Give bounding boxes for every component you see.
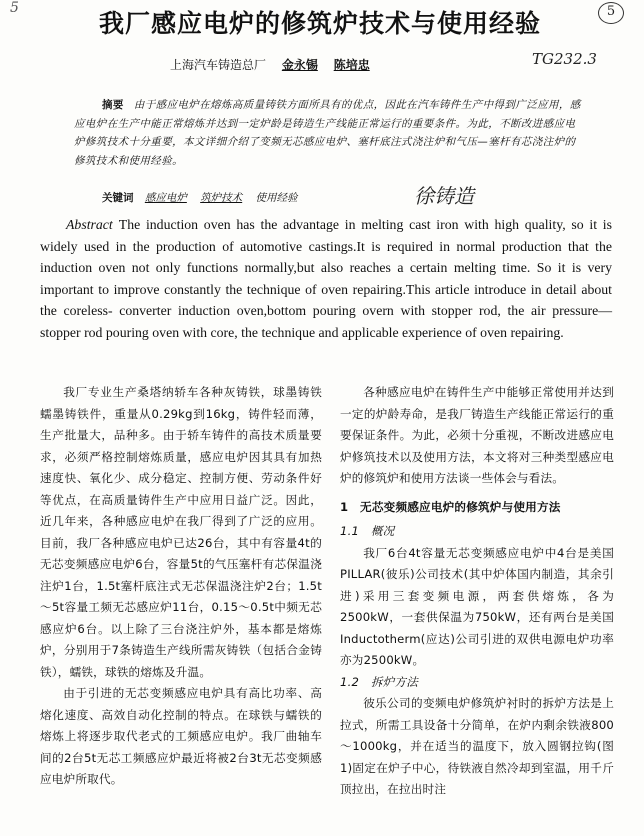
handwritten-signature: 徐铸造	[414, 184, 474, 208]
body-right-column	[340, 382, 614, 801]
author-1: 金永锡	[281, 58, 318, 72]
abstract-en-text: The induction oven has the advantage in melting cast iron with high quality, so it is widely used in the production of automotive castings.It is required in normal production that the induction oven not only functions normally,but also reaches a certain melting time. So it is very important to improve constantly the technique of oven repairing.This article introduce in detail about the coreless- converter induction oven,bottom pouring overn with stopper rod, the air pressure—stopper rod pouring oven with core, the technique and applicable experience of oven repairing.	[40, 217, 612, 340]
right-paragraph-1: 各种感应电炉在铸件生产中能够正常使用并达到一定的炉龄寿命，是我厂铸造生产线能正常运行的重要保证条件。为此，必须十分重视，不断改进感应电炉修筑技术以及使用方法，本文将对三种类型感应电炉的修筑炉和使用方法谈一些体会与看法。	[340, 385, 614, 485]
keywords	[102, 190, 308, 205]
keyword-2: 筑炉技术	[200, 192, 243, 204]
author-2: 陈培忠	[333, 58, 370, 72]
right-paragraph-3: 彼乐公司的变频电炉修筑炉衬时的拆炉方法是上拉式，所需工具设备十分简单，在炉内剩余铁液800～1000kg，并在适当的温度下，放入圆钢拉钩(图1)固定在炉子中心，待铁液自然冷却到室温，用千斤顶拉出，在拉出时注	[340, 696, 614, 796]
abstract-cn-label: 摘要	[102, 99, 124, 111]
english-abstract	[40, 214, 612, 343]
abstract-cn-text: 由于感应电炉在熔炼高质量铸铁方面所具有的优点，因此在汽车铸件生产中得到广泛应用，感应电炉在生产中能正常熔炼并达到一定炉龄是铸造生产线能正常运行的重要条件。为此，不断改进感应电炉修筑技术十分重要，本文详细介绍了变频无芯感应电炉、塞杆底注式浇注炉和气压—塞杆有芯浇注炉的修筑技术和使用经验。	[74, 99, 581, 167]
subsection-heading-1-2: 1.2 拆炉方法	[340, 674, 419, 689]
body-left-column	[40, 382, 322, 791]
abstract-en-label: Abstract	[66, 217, 113, 232]
right-paragraph-2: 我厂6台4t容量无芯变频感应电炉中4台是美国PILLAR(彼乐)公司技术(其中炉体国内制造，其余引进)采用三套变频电源，两套供熔炼，各为2500kW，一套供保温为750kW，还有两台是美国Inductotherm(应达)公司引进的双供电源电炉功率亦为2500kW。	[340, 545, 614, 667]
paper-title: 我厂感应电炉的修筑炉技术与使用经验	[98, 9, 541, 38]
chinese-abstract	[74, 96, 584, 170]
handwritten-class-code: TG232.3	[532, 50, 597, 68]
author-line	[170, 56, 470, 73]
corner-handwritten-mark: 5	[10, 0, 19, 16]
subsection-heading-1-1: 1.1 概况	[340, 524, 395, 538]
keyword-1: 感应电炉	[144, 192, 187, 204]
keywords-label: 关键词	[102, 192, 134, 204]
keyword-3: 使用经验	[255, 192, 298, 204]
left-paragraph-2: 由于引进的无芯变频感应电炉具有高比功率、高熔化速度、高效自动化控制的特点。在球铁与蠕铁的熔炼上将逐步取代老式的工频感应电炉。我厂曲轴车间的2台5t无芯工频感应炉最近将被2台3t无芯变频感应电炉所取代。	[40, 686, 322, 786]
page-number-circle: 5	[598, 2, 624, 24]
left-paragraph-1: 我厂专业生产桑塔纳轿车各种灰铸铁，球墨铸铁蠕墨铸铁件，重量从0.29kg到16kg，铸件轻而薄，生产批量大，品种多。由于轿车铸件的高技术质量要求，必须严格控制熔炼质量，感应电炉因其具有加热速度快、氧化少、成分稳定、控制方便、劳动条件好等优点，在高质量铸件生产中应用日益广泛。因此，近几年来，各种感应电炉在我厂得到了广泛的应用。目前，我厂各种感应电炉已达26台，其中有容量4t的无芯变频感应电炉6台，容量5t的气压塞杆有芯保温浇注炉1台，1.5t塞杆底注式无芯保温浇注炉2台；1.5t～5t容量工频无芯感应炉11台，0.15～0.5t中频无芯感应炉6台。以上除了三台浇注炉外，基本都是熔炼炉，分别用于7条铸造生产线所需灰铸铁（包括合金铸铁），蠕铁，球铁的熔炼及升温。	[40, 385, 322, 679]
affiliation: 上海汽车铸造总厂	[170, 58, 267, 72]
section-heading-1: 1 无芯变频感应电炉的修筑炉与使用方法	[340, 499, 561, 514]
